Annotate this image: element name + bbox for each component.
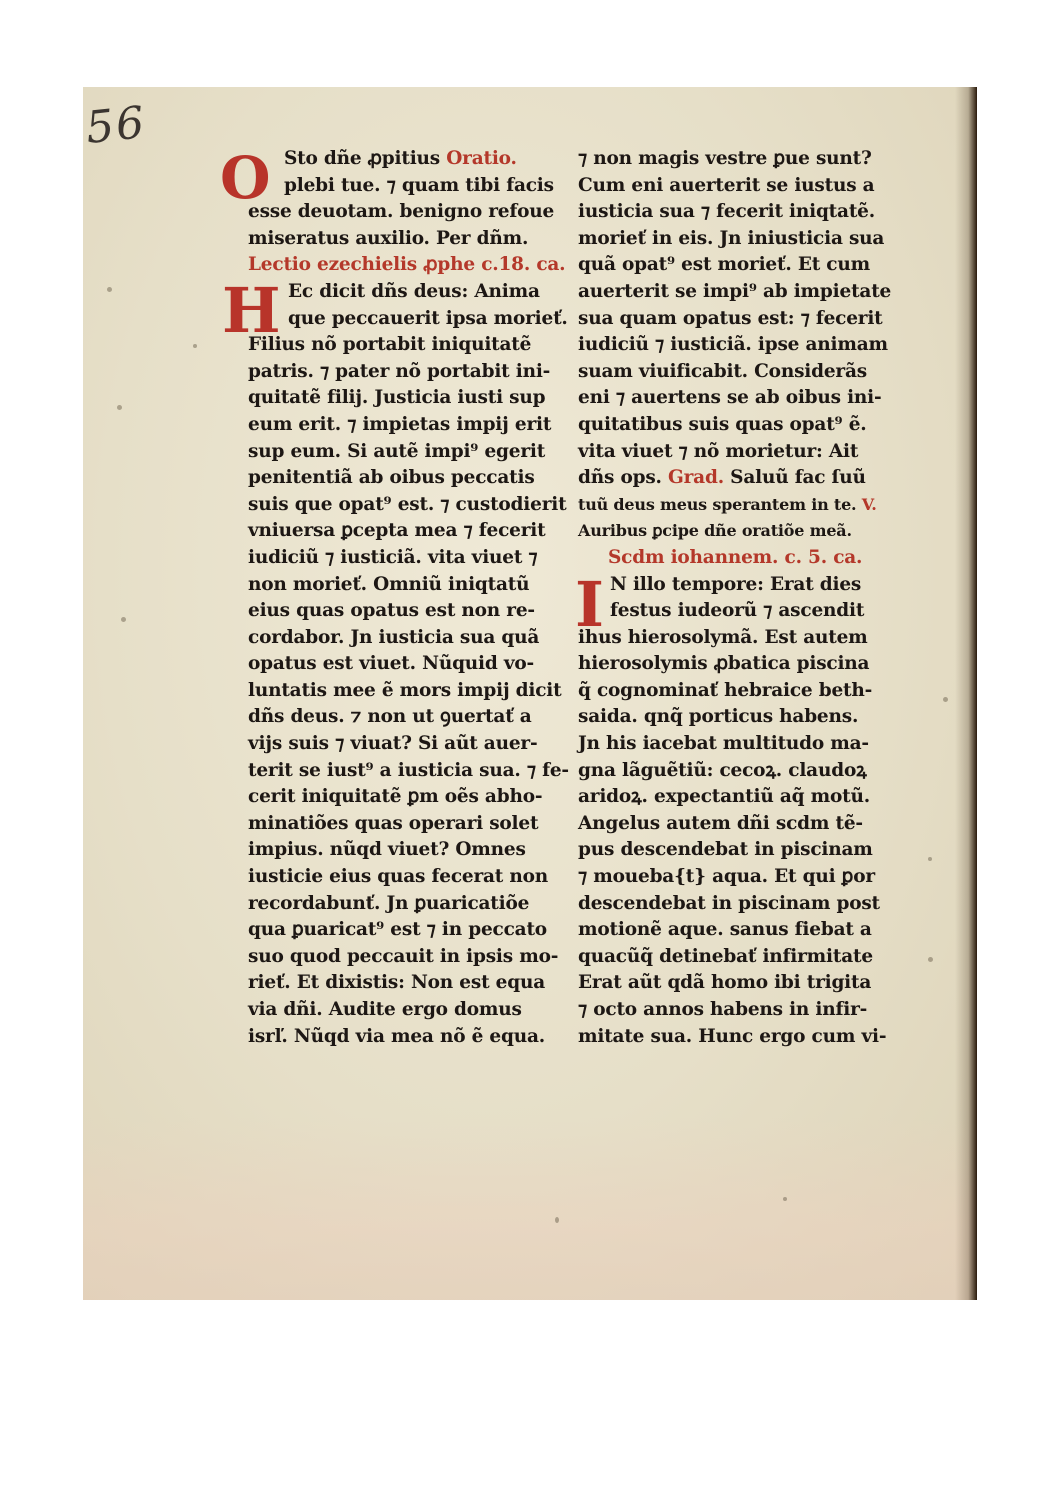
foxing-spot	[555, 1217, 559, 1223]
line-tail: Saluũ fac ſuũ	[730, 467, 866, 489]
text-line	[248, 864, 548, 891]
line-text: Angelus autem dñi scdm tẽ-	[578, 812, 863, 834]
line-text: isrľ. Nũqd via mea nõ ẽ equa.	[248, 1025, 545, 1047]
text-line	[248, 412, 552, 439]
line-text: Erat aũt qdã homo ibi trigita	[578, 972, 872, 994]
line-text: qua ꝑuaricat⁹ est ⁊ in peccato	[248, 919, 547, 941]
initial-o: O	[220, 144, 271, 212]
text-line	[248, 970, 548, 997]
text-line	[578, 226, 885, 253]
line-text: eum erit. ⁊ impietas impij erit	[248, 413, 552, 435]
line-text: miseratus auxilio. Per dñm.	[248, 227, 529, 249]
line-text: N illo tempore: Erat dies	[610, 573, 862, 595]
line-text: eius quas opatus est non re-	[248, 600, 535, 622]
text-line	[578, 412, 878, 439]
line-text: iudiciũ ⁊ iusticiã. vita viuet ⁊	[248, 546, 538, 568]
text-line	[578, 917, 878, 944]
text-line	[248, 359, 551, 386]
text-line	[578, 572, 878, 599]
line-text: Lectio ezechielis ꝓphe c.18. ca.	[248, 254, 566, 276]
text-line	[248, 199, 555, 226]
text-line	[248, 731, 548, 758]
line-text: suam viuificabit. Considerãs	[578, 360, 867, 382]
rubric-label: V.	[856, 494, 877, 514]
line-text: penitentiã ab oibus peccatis	[248, 467, 535, 489]
text-line	[578, 359, 878, 386]
foxing-spot	[928, 857, 932, 861]
line-text: recordabunť. Jn ꝑuaricatiõe	[248, 892, 530, 914]
line-text: quã opat⁹ est morieť. Et cum	[578, 254, 870, 276]
initial-i: I	[575, 568, 605, 641]
text-line	[578, 891, 878, 918]
text-line	[578, 598, 878, 625]
line-text: iudiciũ ⁊ iusticiã. ipse animam	[578, 334, 888, 356]
line-text: opatus est viuet. Nũquid vo-	[248, 653, 535, 675]
line-text: morieť in eis. Jn iniusticia sua	[578, 227, 885, 249]
text-line	[248, 598, 548, 625]
text-line	[248, 385, 548, 412]
line-text: ⁊ non magis vestre ꝑue sunt?	[578, 148, 872, 169]
text-line	[578, 704, 878, 731]
text-line	[248, 226, 548, 253]
line-text: motionẽ aque. sanus fiebat a	[578, 919, 872, 941]
line-text: quitatẽ filij. Justicia iusti sup	[248, 387, 546, 409]
text-line	[578, 199, 878, 226]
foxing-spot	[117, 405, 122, 410]
right-column	[578, 146, 892, 1050]
line-text: quitatibus suis quas opat⁹ ẽ.	[578, 413, 867, 435]
initial-h: H	[222, 274, 281, 347]
line-text: terit se iust⁹ a iusticia sua. ⁊ fe-	[248, 759, 569, 781]
line-text: Filius nõ portabit iniquitatẽ	[248, 334, 532, 356]
text-line	[578, 970, 878, 997]
text-line	[248, 279, 548, 306]
foxing-spot	[193, 344, 197, 348]
text-line	[248, 439, 548, 466]
text-line	[578, 439, 878, 466]
line-text: eni ⁊ auertens se ab oibus ini-	[578, 387, 882, 409]
text-line	[578, 306, 883, 333]
line-text: Scdm iohannem. c. 5. ca.	[608, 546, 863, 568]
text-line	[578, 678, 878, 705]
text-line	[248, 572, 548, 599]
line-text: aridoꝝ. expectantiũ aq̃ motũ.	[578, 786, 870, 808]
foxing-spot	[928, 957, 933, 962]
line-text: descendebat in piscinam post	[578, 892, 880, 914]
line-text: non morieť. Omniũ iniqtatũ	[248, 573, 530, 595]
page-stain	[83, 1117, 977, 1300]
line-text: Sto dñe ꝓpitius	[284, 148, 441, 169]
line-text: mitate sua. Hunc ergo cum vi-	[578, 1025, 887, 1047]
text-line	[578, 731, 878, 758]
text-line	[248, 651, 548, 678]
text-line	[578, 492, 878, 519]
line-text: sua quam opatus est: ⁊ fecerit	[578, 307, 883, 329]
rubric-label: Grad.	[661, 467, 731, 489]
text-line	[578, 651, 878, 678]
text-line	[578, 758, 878, 785]
line-text: festus iudeorũ ⁊ ascendit	[610, 600, 865, 622]
text-line	[248, 252, 566, 279]
line-text: hierosolymis ꝓbatica piscina	[578, 653, 870, 675]
text-line	[248, 891, 548, 918]
line-text: Auribus ꝑcipe dñe oratiõe meã.	[578, 521, 852, 541]
text-line	[248, 545, 548, 572]
line-text: auerterit se impi⁹ ab impietate	[578, 280, 892, 302]
line-text: plebi tue. ⁊ quam tibi facis	[284, 174, 554, 196]
line-text: dñs ops.	[578, 467, 662, 489]
line-text: ⁊ moueba{t} aqua. Et qui ꝑor	[578, 866, 875, 888]
line-text: que peccauerit ipsa morieť.	[288, 307, 568, 329]
line-text: Jn his iacebat multitudo ma-	[578, 733, 869, 755]
text-line	[578, 332, 888, 359]
text-line	[248, 173, 554, 200]
line-text: suo quod peccauit in ipsis mo-	[248, 945, 559, 967]
foxing-spot	[943, 697, 948, 702]
line-text: iusticie eius quas fecerat non	[248, 866, 549, 888]
text-line	[248, 1024, 548, 1051]
line-text: sup eum. Si autẽ impi⁹ egerit	[248, 440, 546, 462]
text-line	[578, 1024, 887, 1051]
text-line	[248, 784, 548, 811]
line-text: tuũ deus meus sperantem in te.	[578, 494, 857, 514]
line-text: cerit iniquitatẽ ꝑm oẽs abho-	[248, 786, 543, 808]
line-text: saida. qnq̃ porticus habens.	[578, 706, 859, 728]
text-line	[248, 837, 548, 864]
text-line	[578, 944, 878, 971]
line-text: pus descendebat in piscinam	[578, 839, 873, 861]
text-line	[248, 306, 568, 333]
text-line	[248, 492, 567, 519]
text-line	[578, 518, 878, 545]
text-line	[578, 173, 878, 200]
text-line	[248, 758, 569, 785]
text-line	[578, 997, 878, 1024]
rubric-label: Oratio.	[440, 148, 517, 169]
line-text: ⁊ octo annos habens in infir-	[578, 999, 868, 1020]
text-line	[578, 465, 878, 492]
line-text: quacũq̃ detinebať infirmitate	[578, 945, 873, 967]
line-text: minatiões quas operari solet	[248, 812, 539, 834]
text-line	[578, 625, 878, 652]
line-text: impius. nũqd viuet? Omnes	[248, 839, 526, 861]
line-text: patris. ⁊ pater nõ portabit ini-	[248, 360, 551, 382]
line-text: suis que opat⁹ est. ⁊ custodierit	[248, 493, 567, 515]
text-line	[578, 252, 878, 279]
text-line	[578, 146, 878, 173]
line-text: rieť. Et dixistis: Non est equa	[248, 972, 546, 994]
line-text: Ec dicit dñs deus: Anima	[288, 280, 540, 302]
text-line	[578, 279, 892, 306]
text-line	[578, 545, 878, 572]
line-text: vniuersa ꝑcepta mea ⁊ fecerit	[248, 520, 546, 542]
line-text: via dñi. Audite ergo domus	[248, 999, 522, 1020]
text-line	[578, 385, 882, 412]
line-text: iusticia sua ⁊ fecerit iniqtatẽ.	[578, 201, 875, 223]
line-text: vita viuet ⁊ nõ morietur: Ait	[578, 440, 859, 462]
text-line	[248, 917, 548, 944]
text-line	[248, 332, 548, 359]
line-text: vijs suis ⁊ viuat? Si aũt auer-	[248, 733, 538, 755]
text-line	[578, 811, 878, 838]
line-text: luntatis mee ẽ mors impij dicit	[248, 679, 562, 701]
line-text: esse deuotam. benigno refoue	[248, 201, 555, 223]
foxing-spot	[783, 1197, 787, 1201]
text-line	[248, 704, 548, 731]
page-edge-shadow	[955, 87, 977, 1300]
line-text: q̃ cognominať hebraice beth-	[578, 679, 873, 701]
foxing-spot	[107, 287, 112, 292]
text-line	[248, 518, 548, 545]
text-line	[248, 678, 562, 705]
text-line	[578, 784, 878, 811]
text-line	[578, 837, 878, 864]
text-line	[248, 625, 548, 652]
line-text: dñs deus. ⁊ non ut ꝯuertať a	[248, 706, 532, 728]
text-line	[248, 146, 548, 173]
line-text: cordabor. Jn iusticia sua quã	[248, 626, 540, 648]
text-line	[248, 465, 548, 492]
line-text: gna lãguẽtiũ: cecoꝝ. claudoꝝ	[578, 759, 867, 781]
line-text: Cum eni auerterit se iustus a	[578, 174, 875, 196]
line-text: ihus hierosolymã. Est autem	[578, 626, 868, 648]
text-line	[578, 864, 878, 891]
foxing-spot	[121, 617, 126, 622]
text-line	[248, 944, 559, 971]
text-line	[248, 811, 548, 838]
left-column	[248, 146, 569, 1050]
folio-number: 56	[83, 97, 149, 154]
text-line	[248, 997, 548, 1024]
